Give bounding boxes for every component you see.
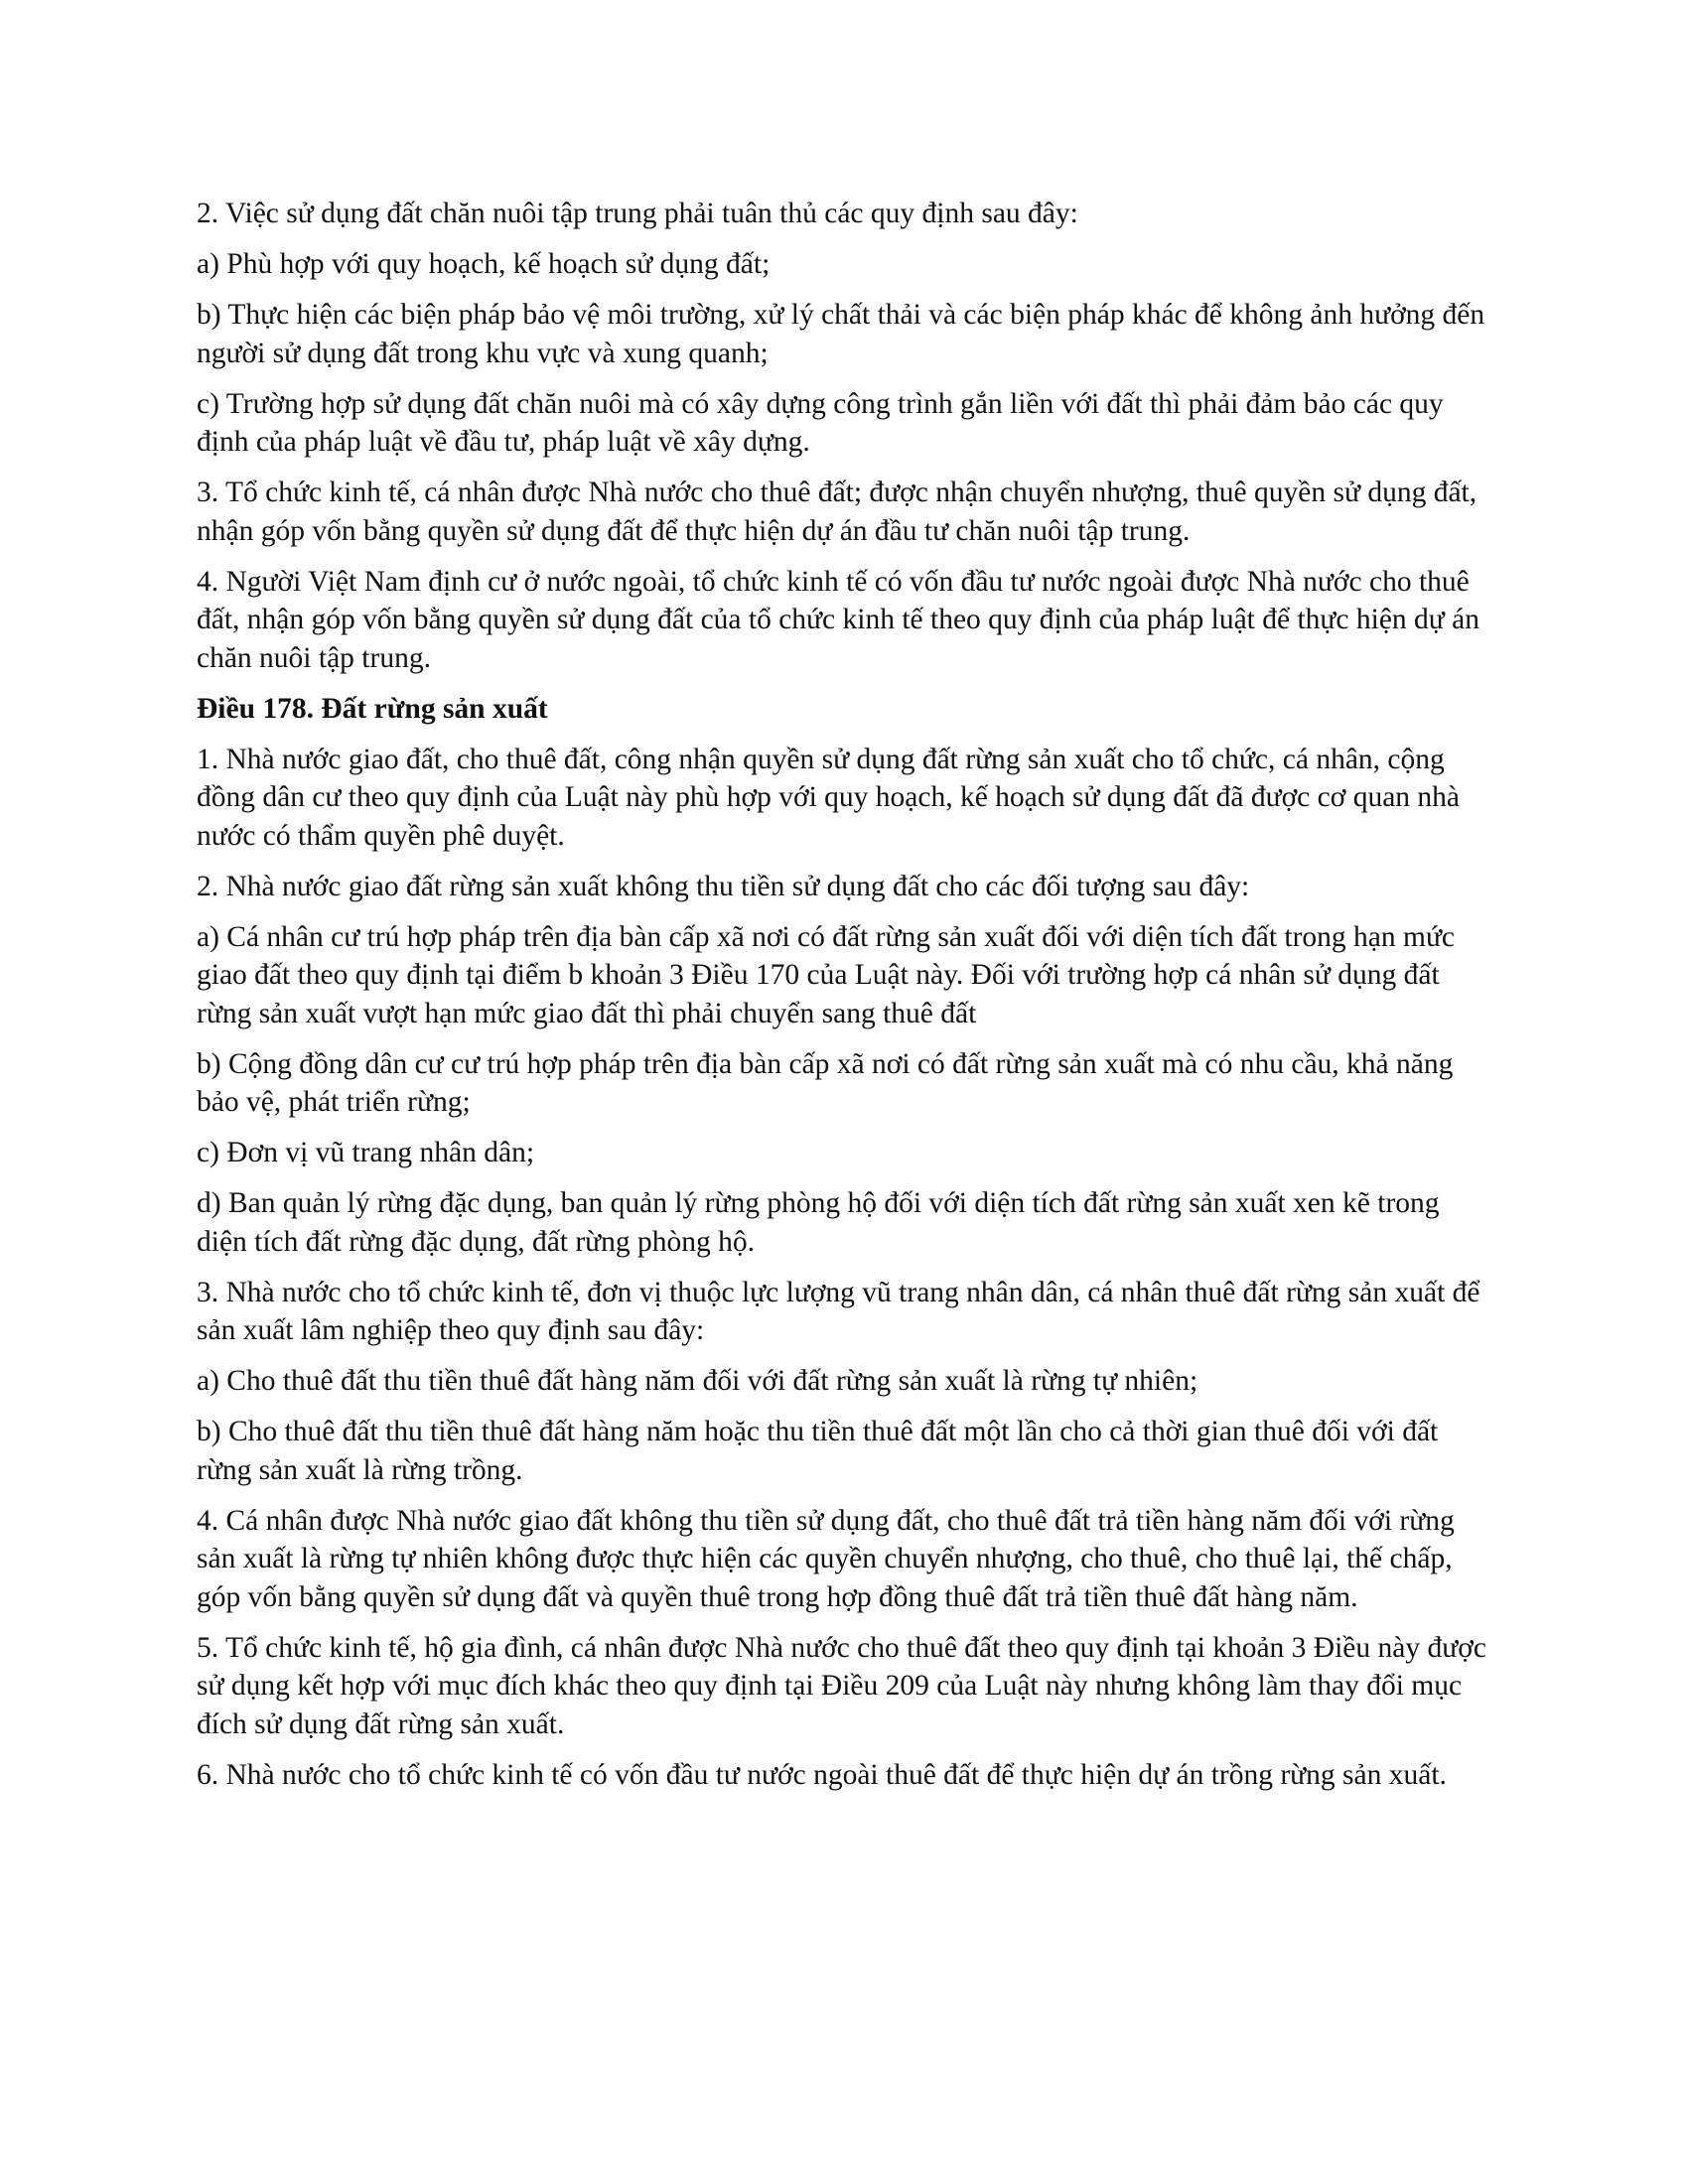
- paragraph-2a: a) Phù hợp với quy hoạch, kế hoạch sử dụng đất;: [197, 248, 771, 280]
- article-178-clause-2c: c) Đơn vị vũ trang nhân dân;: [197, 1137, 535, 1168]
- article-178-clause-2: 2. Nhà nước giao đất rừng sản xuất không thu tiền sử dụng đất cho các đối tượng sau đây:: [197, 870, 1250, 902]
- article-178-clause-2a: a) Cá nhân cư trú hợp pháp trên địa bàn cấp xã nơi có đất rừng sản xuất đối với diện tích đất trong hạn mức giao đất theo quy định tại điểm b khoản 3 Điều 170 của Luật này. Đối với trường hợp cá nhân sử dụng đất rừng sản xuất vượt hạn mức giao đất thì phải chuyển sang thuê đất: [197, 920, 1456, 1029]
- article-178-clause-3a: a) Cho thuê đất thu tiền thuê đất hàng năm đối với đất rừng sản xuất là rừng tự nhiên;: [197, 1365, 1198, 1397]
- article-178-clause-2d: d) Ban quản lý rừng đặc dụng, ban quản lý rừng phòng hộ đối với diện tích đất rừng sản xuất xen kẽ trong diện tích đất rừng đặc dụng, đất rừng phòng hộ.: [197, 1187, 1440, 1258]
- article-178-clause-6: 6. Nhà nước cho tổ chức kinh tế có vốn đầu tư nước ngoài thuê đất để thực hiện dự án trồng rừng sản xuất.: [197, 1758, 1447, 1791]
- article-178-clause-3: 3. Nhà nước cho tổ chức kinh tế, đơn vị thuộc lực lượng vũ trang nhân dân, cá nhân thuê đất rừng sản xuất để sản xuất lâm nghiệp theo quy định sau đây:: [197, 1276, 1480, 1346]
- article-178-heading: Điều 178. Đất rừng sản xuất: [197, 692, 548, 725]
- article-178-clause-5: 5. Tổ chức kinh tế, hộ gia đình, cá nhân được Nhà nước cho thuê đất theo quy định tại khoản 3 Điều này được sử dụng kết hợp với mục đích khác theo quy định tại Điều 209 của Luật này nhưng không làm thay đổi mục đích sử dụng đất rừng sản xuất.: [197, 1631, 1486, 1740]
- paragraph-2b: b) Thực hiện các biện pháp bảo vệ môi trường, xử lý chất thải và các biện pháp khác để không ảnh hưởng đến người sử dụng đất trong khu vực và xung quanh;: [197, 299, 1485, 369]
- paragraph-4: 4. Người Việt Nam định cư ở nước ngoài, tổ chức kinh tế có vốn đầu tư nước ngoài được Nhà nước cho thuê đất, nhận góp vốn bằng quyền sử dụng đất của tổ chức kinh tế theo quy định của pháp luật để thực hiện dự án chăn nuôi tập trung.: [197, 565, 1479, 674]
- article-178-clause-4: 4. Cá nhân được Nhà nước giao đất không thu tiền sử dụng đất, cho thuê đất trả tiền hàng năm đối với rừng sản xuất là rừng tự nhiên không được thực hiện các quyền chuyển nhượng, cho thuê, cho thuê lại, thế chấp, góp vốn bằng quyền sử dụng đất và quyền thuê trong hợp đồng thuê đất trả tiền thuê đất hàng năm.: [197, 1504, 1455, 1613]
- article-178-clause-3b: b) Cho thuê đất thu tiền thuê đất hàng năm hoặc thu tiền thuê đất một lần cho cả thời gian thuê đối với đất rừng sản xuất là rừng trồng.: [197, 1416, 1439, 1486]
- article-178-clause-2b: b) Cộng đồng dân cư cư trú hợp pháp trên địa bàn cấp xã nơi có đất rừng sản xuất mà có nhu cầu, khả năng bảo vệ, phát triển rừng;: [197, 1047, 1454, 1118]
- document-body: [197, 195, 1492, 1807]
- article-178-clause-1: 1. Nhà nước giao đất, cho thuê đất, công nhận quyền sử dụng đất rừng sản xuất cho tổ chức, cá nhân, cộng đồng dân cư theo quy định của Luật này phù hợp với quy hoạch, kế hoạch sử dụng đất đã được cơ quan nhà nước có thẩm quyền phê duyệt.: [197, 743, 1461, 852]
- paragraph-3: 3. Tổ chức kinh tế, cá nhân được Nhà nước cho thuê đất; được nhận chuyển nhượng, thuê quyền sử dụng đất, nhận góp vốn bằng quyền sử dụng đất để thực hiện dự án đầu tư chăn nuôi tập trung.: [197, 477, 1477, 547]
- paragraph-2c: c) Trường hợp sử dụng đất chăn nuôi mà có xây dựng công trình gắn liền với đất thì phải đảm bảo các quy định của pháp luật về đầu tư, pháp luật về xây dựng.: [197, 387, 1444, 458]
- paragraph-2: 2. Việc sử dụng đất chăn nuôi tập trung phải tuân thủ các quy định sau đây:: [197, 198, 1078, 229]
